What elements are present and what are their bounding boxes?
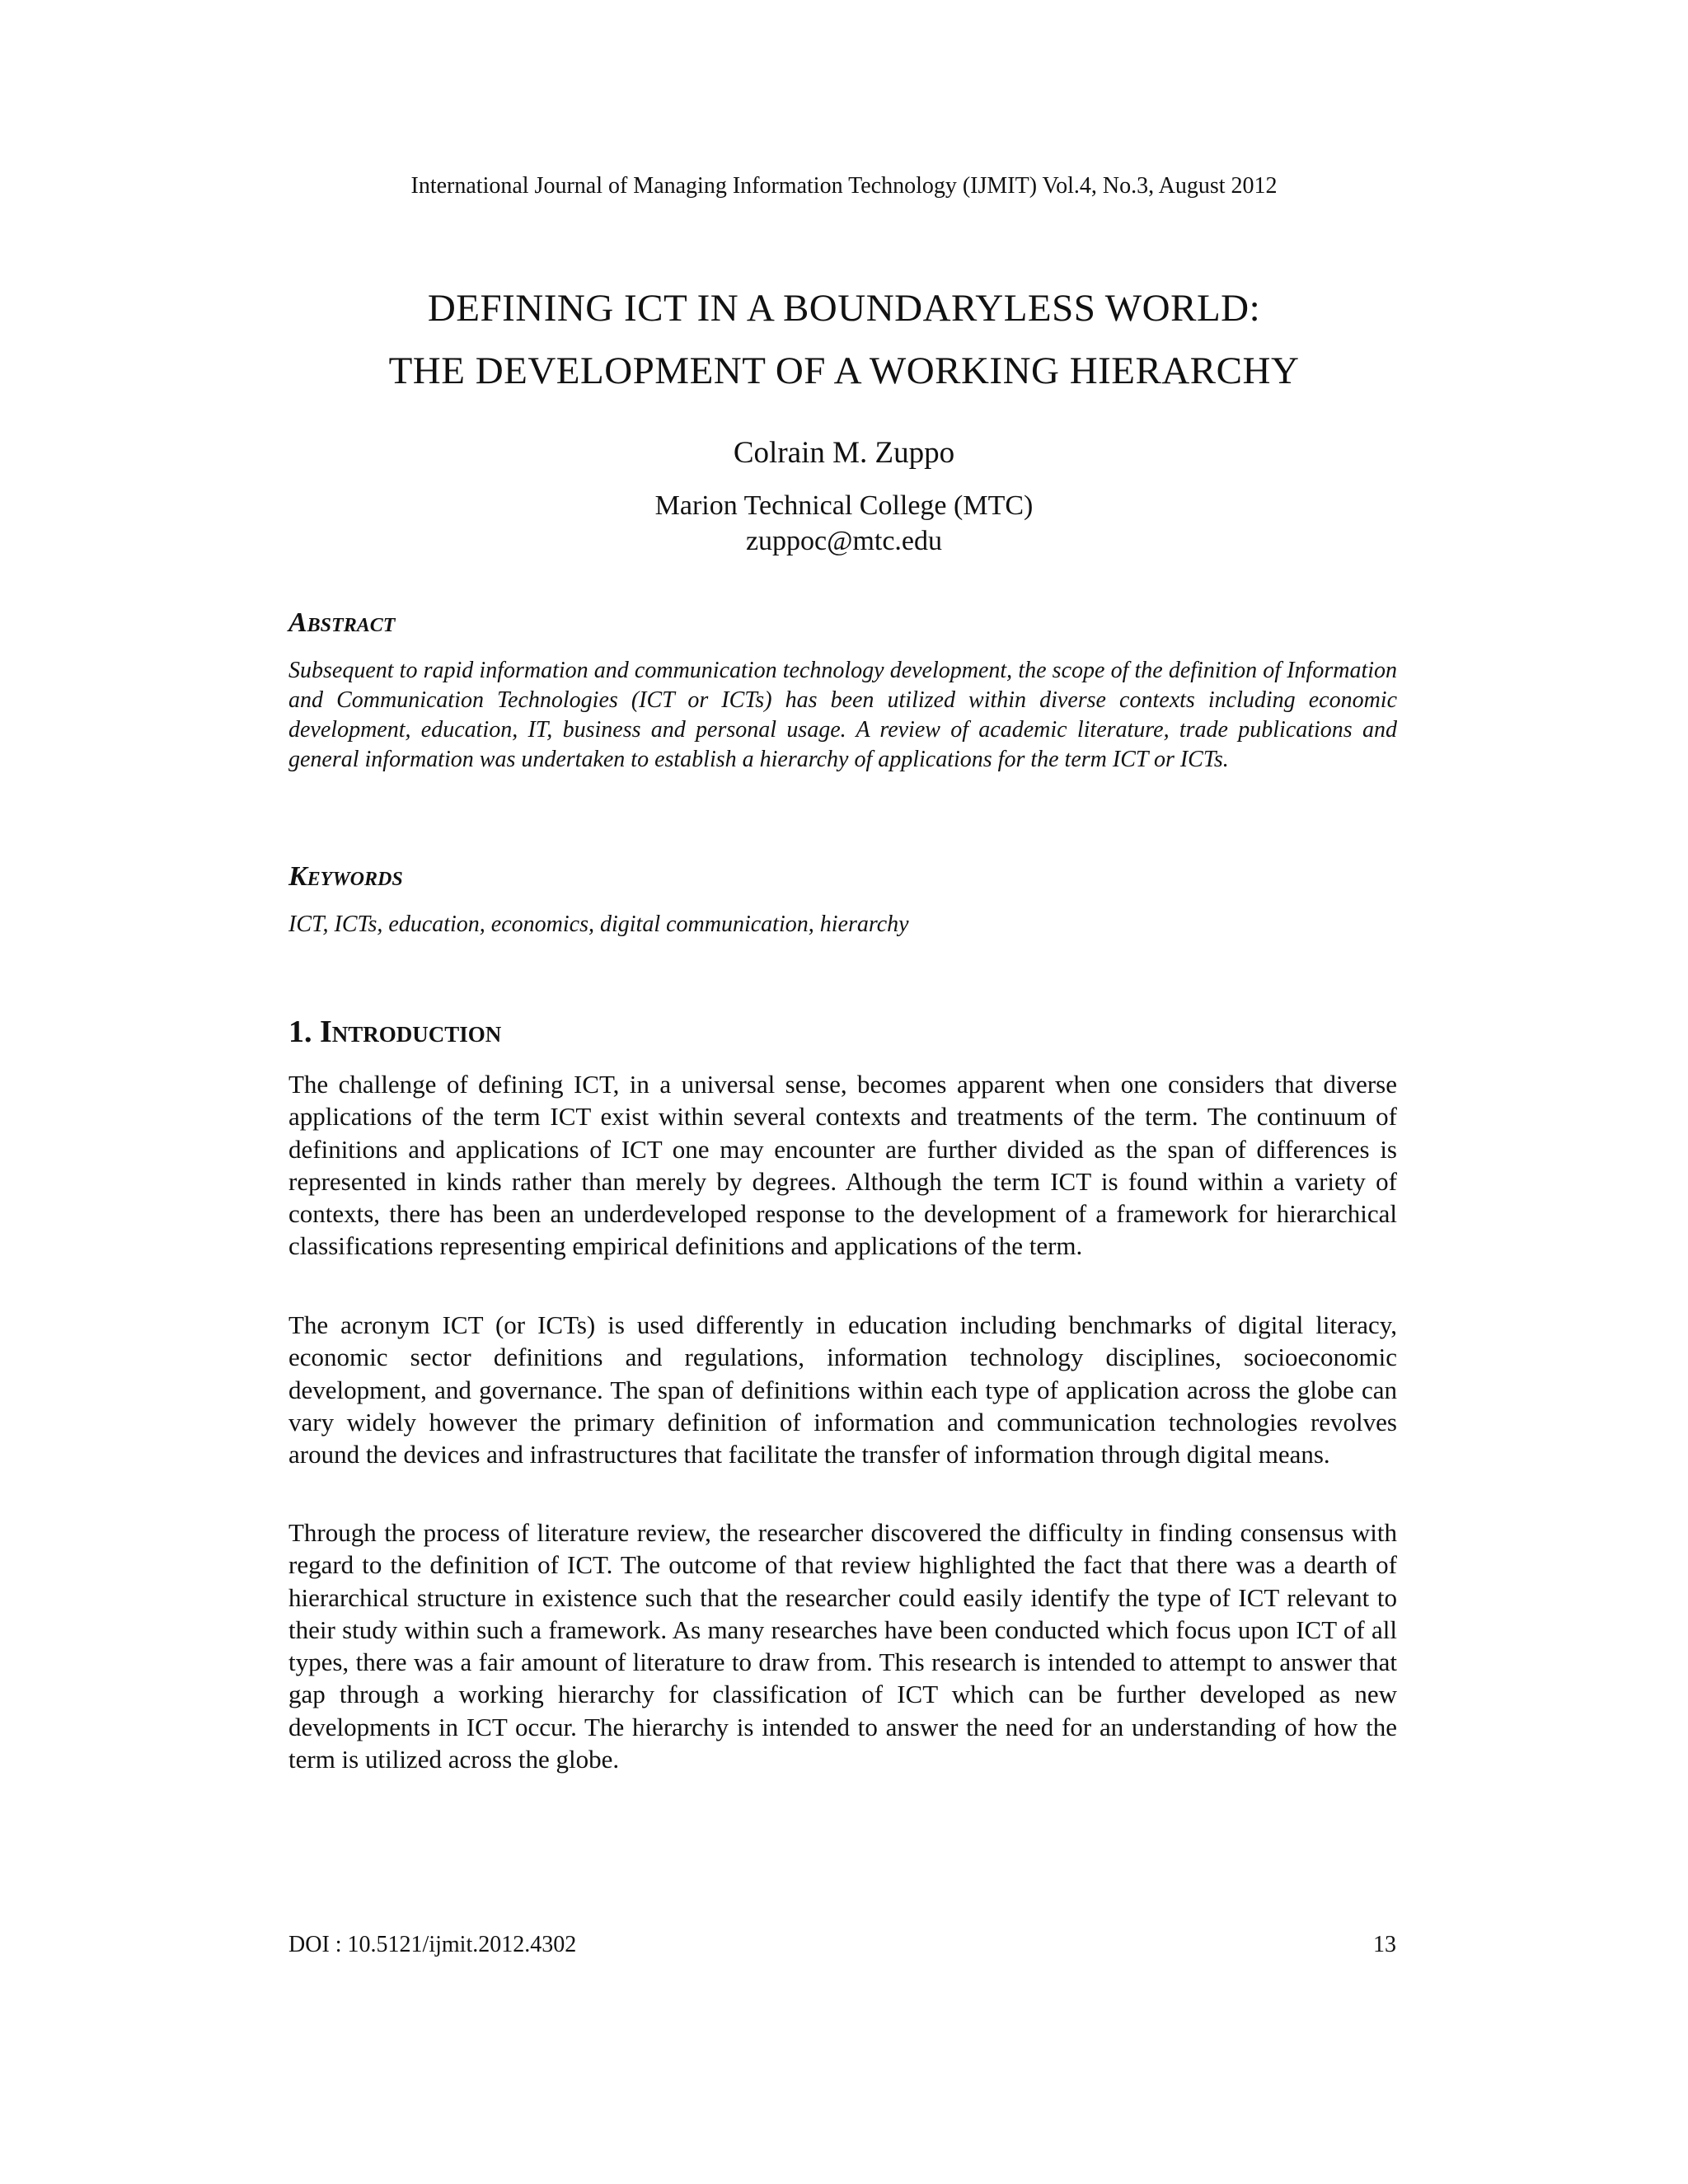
intro-paragraph-3: Through the process of literature review, the researcher discovered the difficulty in finding consensus with regard to the definition of ICT. The outcome of that review highlighted the fact that there was a dearth of hierarchical structure in existence such that the researcher could easily identify the type of ICT relevant to their study within such a framework. As many researches have been conducted which focus upon ICT of all types, there was a fair amount of literature to draw from. This research is intended to attempt to answer that gap through a working hierarchy for classification of ICT which can be further developed as new developments in ICT occur. The hierarchy is intended to answer the need for an understanding of how the term is utilized across the globe. (288, 1518, 1397, 1774)
journal-header: International Journal of Managing Information Technology (IJMIT) Vol.4, No.3, August 2012 (410, 173, 1278, 199)
intro-paragraph-2: The acronym ICT (or ICTs) is used differently in education including benchmarks of digital literacy, economic sector definitions and regulations, information technology disciplines, socioeconomic development, and governance. The span of definitions within each type of application across the globe can vary widely however the primary definition of information and communication technologies revolves around the devices and infrastructures that facilitate the transfer of information through digital means. (288, 1310, 1397, 1469)
abstract-heading: Abstract (288, 607, 396, 638)
keywords-heading: Keywords (288, 861, 403, 892)
author-institution: Marion Technical College (MTC) (654, 490, 1034, 521)
keywords-text: ICT, ICTs, education, economics, digital communication, hierarchy (288, 912, 909, 937)
title-line-2: THE DEVELOPMENT OF A WORKING HIERARCHY (388, 349, 1300, 392)
page-number: 13 (1373, 1932, 1396, 1957)
introduction-heading: 1. Introduction (288, 1015, 502, 1049)
abstract-text: Subsequent to rapid information and communication technology development, the scope of the definition of Information and Communication Technologies (ICT or ICTs) has been utilized within diverse contexts including economic development, education, IT, business and personal usage. A review of academic literature, trade publications and general information was undertaken to establish a hierarchy of applications for the term ICT or ICTs. (288, 658, 1397, 772)
author-affiliation (0, 488, 1688, 559)
author-name: Colrain M. Zuppo (733, 436, 955, 470)
intro-paragraph-1: The challenge of defining ICT, in a universal sense, becomes apparent when one considers that diverse applications of the term ICT exist within several contexts and treatments of the term. The continuum of definitions and applications of ICT one may encounter are further divided as the span of differences is represented in kinds rather than merely by degrees. Although the term ICT is found within a variety of contexts, there has been an underdeveloped response to the development of a framework for hierarchical classifications representing empirical definitions and applications of the term. (288, 1070, 1397, 1261)
title-line-1: DEFINING ICT IN A BOUNDARYLESS WORLD: (427, 287, 1261, 330)
doi-footer: DOI : 10.5121/ijmit.2012.4302 (288, 1932, 577, 1957)
author-email: zuppoc@mtc.edu (745, 526, 943, 556)
paper-title (0, 277, 1688, 402)
